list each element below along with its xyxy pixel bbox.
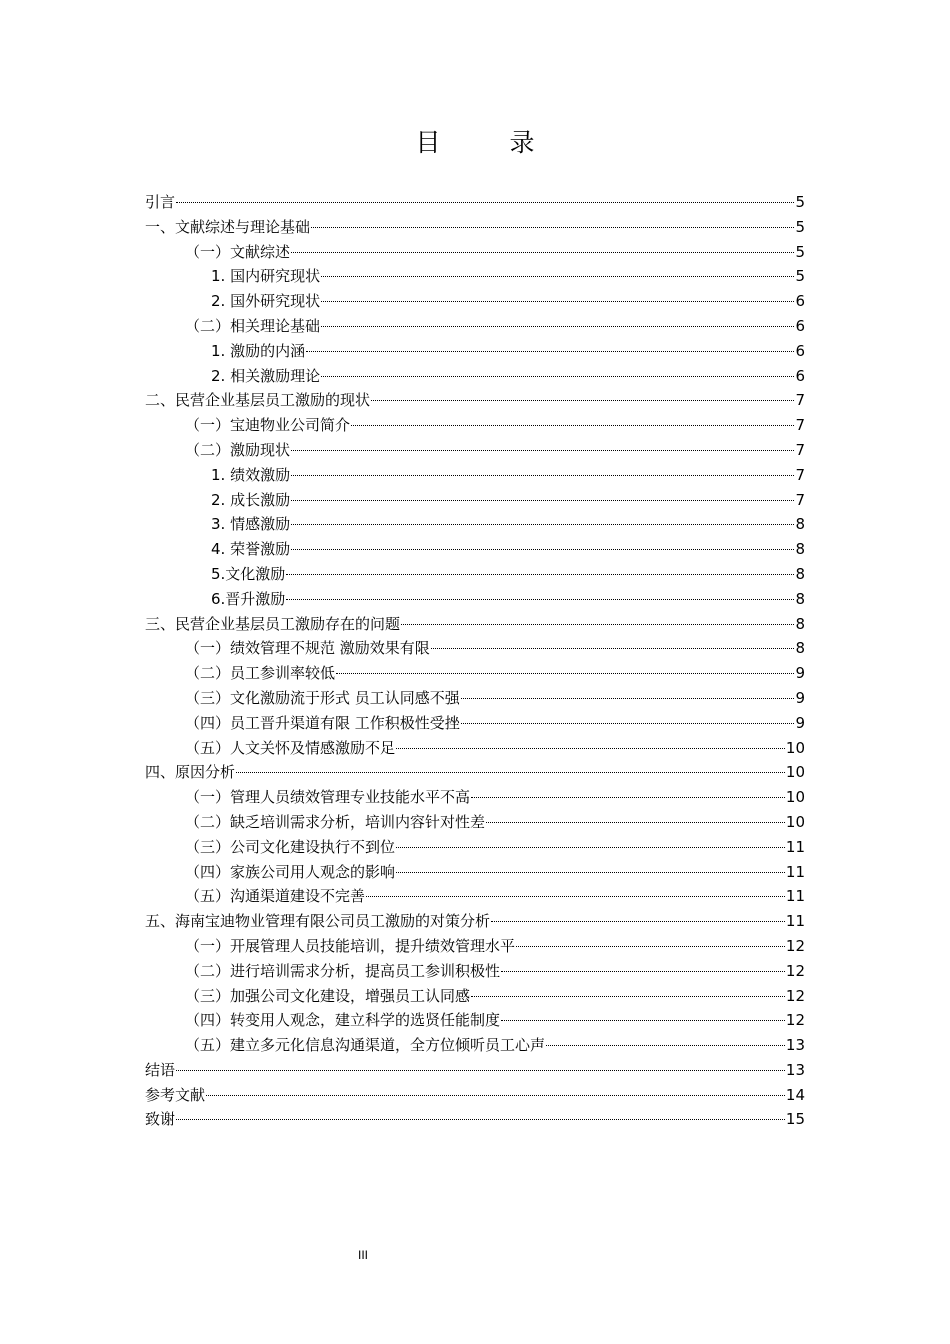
toc-entry-title: （四）转变用人观念，建立科学的选贤任能制度 xyxy=(185,1011,501,1030)
toc-dot-leader xyxy=(286,599,794,600)
toc-entry-page: 11 xyxy=(785,912,805,931)
toc-entry-title: 四、原因分析 xyxy=(145,763,236,782)
toc-dot-leader xyxy=(471,797,785,798)
toc-dot-leader xyxy=(431,648,795,649)
table-of-contents xyxy=(145,190,805,1132)
toc-dot-leader xyxy=(206,1095,785,1096)
toc-dot-leader xyxy=(366,896,785,897)
toc-entry-title: （二）员工参训率较低 xyxy=(185,664,336,683)
toc-entry-page: 5 xyxy=(795,217,805,236)
toc-entry-page: 8 xyxy=(795,564,805,583)
toc-entry[interactable] xyxy=(145,289,805,314)
toc-entry[interactable] xyxy=(145,1008,805,1033)
toc-entry-title: （三）文化激励流于形式 员工认同感不强 xyxy=(185,688,460,707)
toc-dot-leader xyxy=(461,698,795,699)
toc-entry-title: 2. 相关激励理论 xyxy=(211,366,321,385)
toc-entry-page: 6 xyxy=(795,341,805,360)
toc-entry[interactable] xyxy=(145,463,805,488)
toc-entry[interactable] xyxy=(145,760,805,785)
toc-entry-page: 9 xyxy=(795,713,805,732)
toc-dot-leader xyxy=(321,376,794,377)
toc-entry[interactable] xyxy=(145,711,805,736)
toc-entry-title: 一、文献综述与理论基础 xyxy=(145,217,311,236)
toc-entry[interactable] xyxy=(145,636,805,661)
toc-dot-leader xyxy=(336,673,794,674)
toc-entry-page: 12 xyxy=(785,936,805,955)
toc-entry[interactable] xyxy=(145,909,805,934)
toc-dot-leader xyxy=(321,276,794,277)
toc-entry-page: 12 xyxy=(785,986,805,1005)
toc-entry-page: 5 xyxy=(795,193,805,211)
toc-entry-title: 五、海南宝迪物业管理有限公司员工激励的对策分析 xyxy=(145,912,491,931)
page-number: III xyxy=(358,1248,369,1262)
toc-entry[interactable] xyxy=(145,785,805,810)
toc-entry-page: 9 xyxy=(795,688,805,707)
toc-dot-leader xyxy=(461,723,795,724)
toc-dot-leader xyxy=(501,971,785,972)
toc-entry-title: （一）管理人员绩效管理专业技能水平不高 xyxy=(185,788,471,807)
toc-entry-title: 6.晋升激励 xyxy=(211,589,286,608)
toc-entry-title: （四）家族公司用人观念的影响 xyxy=(185,862,396,881)
page-title: 目 录 xyxy=(415,128,557,157)
toc-entry[interactable] xyxy=(145,537,805,562)
toc-entry-page: 12 xyxy=(785,961,805,980)
toc-entry[interactable] xyxy=(145,1033,805,1058)
toc-entry-page: 12 xyxy=(785,1011,805,1030)
toc-entry-page: 6 xyxy=(795,366,805,385)
toc-entry-title: 5.文化激励 xyxy=(211,564,286,583)
toc-entry-title: （三）公司文化建设执行不到位 xyxy=(185,837,396,856)
toc-entry-page: 5 xyxy=(795,242,805,261)
toc-entry-title: 4. 荣誉激励 xyxy=(211,540,291,559)
toc-entry[interactable] xyxy=(145,884,805,909)
toc-entry-title: 3. 情感激励 xyxy=(211,515,291,534)
toc-entry[interactable] xyxy=(145,438,805,463)
toc-entry-page: 8 xyxy=(795,639,805,658)
toc-entry-page: 8 xyxy=(795,540,805,559)
toc-entry-page: 8 xyxy=(795,589,805,608)
toc-entry-page: 10 xyxy=(785,763,805,782)
toc-dot-leader xyxy=(291,500,794,501)
toc-entry-title: 二、民营企业基层员工激励的现状 xyxy=(145,391,371,410)
toc-entry[interactable] xyxy=(145,364,805,389)
toc-dot-leader xyxy=(491,921,785,922)
toc-dot-leader xyxy=(401,624,794,625)
toc-entry-page: 6 xyxy=(795,292,805,311)
toc-entry-page: 7 xyxy=(795,416,805,435)
toc-entry-page: 10 xyxy=(785,738,805,757)
toc-entry-title: （五）沟通渠道建设不完善 xyxy=(185,887,366,906)
toc-entry-title: （一）开展管理人员技能培训，提升绩效管理水平 xyxy=(185,936,516,955)
toc-entry-title: （一）绩效管理不规范 激励效果有限 xyxy=(185,639,430,658)
toc-entry-page: 7 xyxy=(795,440,805,459)
toc-dot-leader xyxy=(351,425,794,426)
toc-entry-page: 5 xyxy=(795,267,805,286)
toc-entry[interactable] xyxy=(145,860,805,885)
toc-entry-page: 13 xyxy=(785,1060,805,1079)
toc-entry-title: （四）员工晋升渠道有限 工作积极性受挫 xyxy=(185,713,460,732)
toc-dot-leader xyxy=(396,847,785,848)
toc-entry-title: （二）进行培训需求分析，提高员工参训积极性 xyxy=(185,961,501,980)
toc-entry-title: （二）缺乏培训需求分析，培训内容针对性差 xyxy=(185,812,486,831)
toc-entry-page: 11 xyxy=(785,862,805,881)
toc-dot-leader xyxy=(286,574,794,575)
toc-dot-leader xyxy=(396,872,785,873)
toc-entry-title: （五）建立多元化信息沟通渠道，全方位倾听员工心声 xyxy=(185,1036,546,1055)
toc-entry[interactable] xyxy=(145,587,805,612)
toc-entry[interactable] xyxy=(145,959,805,984)
toc-dot-leader xyxy=(321,326,794,327)
toc-entry[interactable] xyxy=(145,934,805,959)
toc-dot-leader xyxy=(176,202,794,203)
toc-entry[interactable] xyxy=(145,835,805,860)
toc-entry-page: 14 xyxy=(785,1085,805,1104)
toc-entry[interactable] xyxy=(145,1107,805,1132)
toc-entry-title: 1. 国内研究现状 xyxy=(211,267,321,286)
toc-dot-leader xyxy=(516,946,785,947)
toc-entry-title: （五）人文关怀及情感激励不足 xyxy=(185,738,396,757)
toc-dot-leader xyxy=(291,549,794,550)
toc-entry[interactable] xyxy=(145,661,805,686)
toc-entry[interactable] xyxy=(145,562,805,587)
toc-entry-page: 8 xyxy=(795,515,805,534)
toc-entry-page: 10 xyxy=(785,812,805,831)
toc-entry-page: 11 xyxy=(785,887,805,906)
toc-entry-title: 致谢 xyxy=(145,1110,176,1129)
toc-entry-title: 引言 xyxy=(145,193,176,211)
toc-dot-leader xyxy=(176,1070,785,1071)
toc-entry-title: （三）加强公司文化建设，增强员工认同感 xyxy=(185,986,471,1005)
toc-entry[interactable] xyxy=(145,488,805,513)
toc-dot-leader xyxy=(236,772,785,773)
toc-dot-leader xyxy=(291,475,794,476)
toc-entry-page: 11 xyxy=(785,837,805,856)
toc-entry-title: 三、民营企业基层员工激励存在的问题 xyxy=(145,614,401,633)
toc-entry[interactable] xyxy=(145,190,805,215)
toc-entry-page: 10 xyxy=(785,788,805,807)
toc-entry[interactable] xyxy=(145,314,805,339)
toc-entry[interactable] xyxy=(145,1058,805,1083)
toc-dot-leader xyxy=(306,351,794,352)
toc-entry-page: 8 xyxy=(795,614,805,633)
toc-entry[interactable] xyxy=(145,215,805,240)
toc-entry-title: 2. 国外研究现状 xyxy=(211,292,321,311)
toc-dot-leader xyxy=(471,996,785,997)
toc-entry-title: 参考文献 xyxy=(145,1085,206,1104)
toc-dot-leader xyxy=(501,1020,785,1021)
toc-dot-leader xyxy=(486,822,785,823)
toc-entry-page: 7 xyxy=(795,391,805,410)
toc-dot-leader xyxy=(291,524,794,525)
toc-entry-title: 2. 成长激励 xyxy=(211,490,291,509)
toc-entry[interactable] xyxy=(145,339,805,364)
toc-dot-leader xyxy=(396,748,785,749)
toc-dot-leader xyxy=(546,1045,785,1046)
toc-entry-page: 13 xyxy=(785,1036,805,1055)
toc-entry[interactable] xyxy=(145,413,805,438)
toc-entry-page: 15 xyxy=(785,1110,805,1129)
toc-entry[interactable] xyxy=(145,736,805,761)
toc-entry-title: 结语 xyxy=(145,1060,176,1079)
toc-entry[interactable] xyxy=(145,1083,805,1108)
toc-entry[interactable] xyxy=(145,264,805,289)
toc-entry[interactable] xyxy=(145,512,805,537)
toc-dot-leader xyxy=(321,301,794,302)
toc-entry[interactable] xyxy=(145,388,805,413)
toc-entry-page: 7 xyxy=(795,490,805,509)
toc-entry[interactable] xyxy=(145,240,805,265)
toc-entry-title: 1. 绩效激励 xyxy=(211,465,291,484)
toc-dot-leader xyxy=(291,450,794,451)
toc-dot-leader xyxy=(291,252,794,253)
toc-entry-page: 6 xyxy=(795,316,805,335)
toc-entry-title: （二）相关理论基础 xyxy=(185,316,321,335)
toc-entry-title: 1. 激励的内涵 xyxy=(211,341,306,360)
toc-entry-page: 7 xyxy=(795,465,805,484)
toc-entry[interactable] xyxy=(145,984,805,1009)
toc-entry-page: 9 xyxy=(795,664,805,683)
toc-dot-leader xyxy=(371,400,794,401)
toc-entry[interactable] xyxy=(145,686,805,711)
toc-entry[interactable] xyxy=(145,612,805,637)
toc-dot-leader xyxy=(311,227,794,228)
toc-entry-title: （二）激励现状 xyxy=(185,440,291,459)
toc-entry-title: （一）文献综述 xyxy=(185,242,291,261)
toc-entry-title: （一）宝迪物业公司简介 xyxy=(185,416,351,435)
toc-entry[interactable] xyxy=(145,810,805,835)
toc-dot-leader xyxy=(176,1119,785,1120)
